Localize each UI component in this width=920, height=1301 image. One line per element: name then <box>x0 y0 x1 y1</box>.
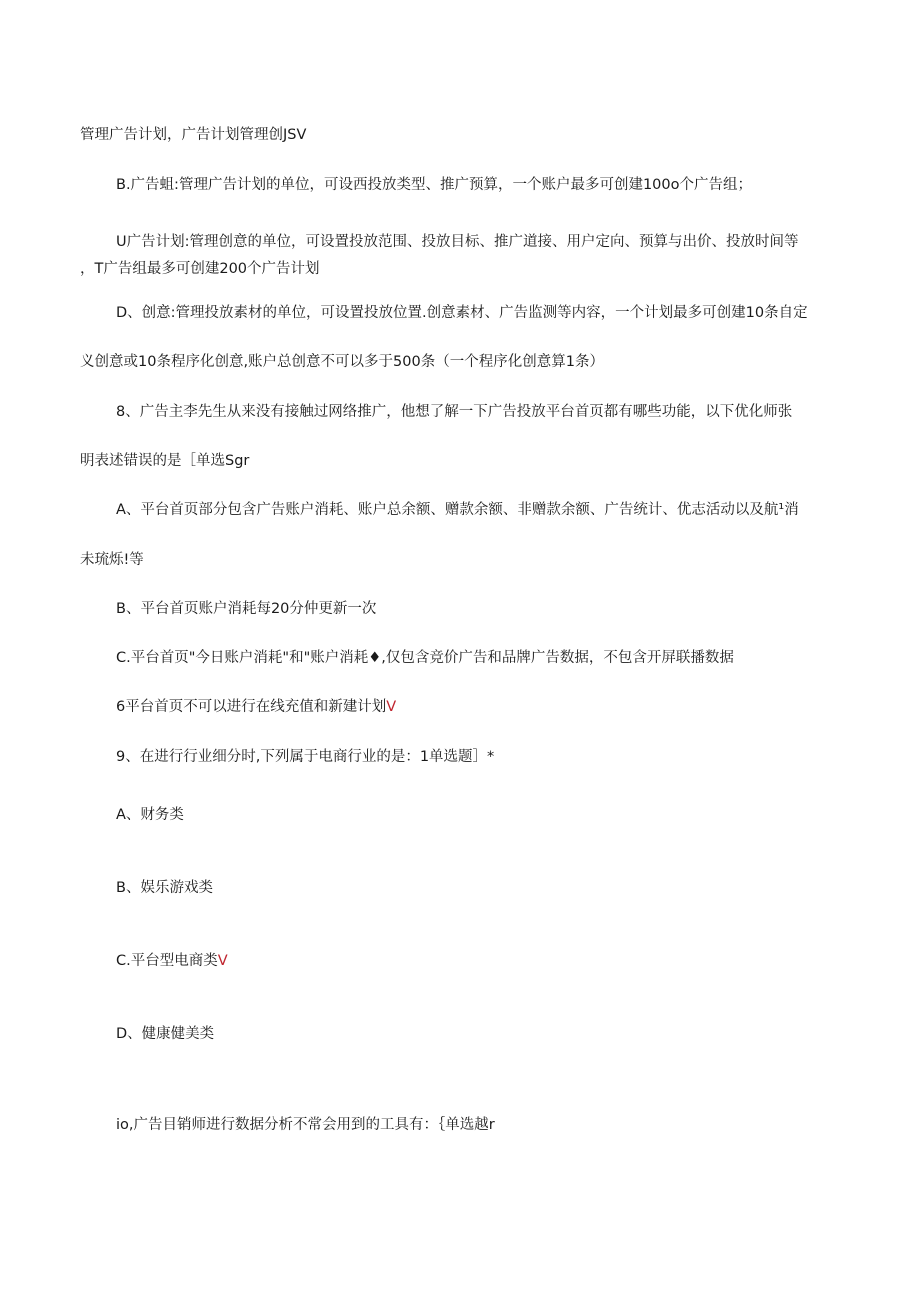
option-text <box>116 878 213 898</box>
answer-mark: V <box>386 699 397 715</box>
line-text: U广告计划:管理创意的单位，可设置投放范围、投放目标、推广道接、用户定向、预算与出价、投放时间等 <box>116 234 799 250</box>
question-text <box>116 402 792 422</box>
text-line <box>116 303 808 323</box>
line-text: A、平台首页部分包含广告账户消耗、账户总余额、赠款余额、非赠款余额、广告统计、优志活动以及航¹消 <box>116 502 799 518</box>
option-text <box>116 805 184 825</box>
line-text: 9、在进行行业细分时,下列属于电商行业的是：1单选题］* <box>116 749 495 765</box>
line-text: D、健康健美类 <box>116 1026 215 1042</box>
line-text: C.平台型电商类 <box>116 953 218 969</box>
line-text: C.平台首页"今日账户消耗"和"账户消耗♦,仅包含竞价广告和品牌广告数据，不包含开屏联播数据 <box>116 650 734 666</box>
option-text <box>116 697 396 717</box>
text-line <box>116 175 752 195</box>
line-text: io,广告目销师进行数据分析不常会用到的工具有：｛单选越r <box>116 1117 495 1133</box>
text-line <box>80 125 306 145</box>
option-text <box>116 500 799 520</box>
line-text: 管理广告计划，广告计划管理创JSV <box>80 127 307 143</box>
line-text: 8、广告主李先生从来没有接触过网络推广，他想了解一下广告投放平台首页都有哪些功能，以下优化师张 <box>116 404 793 420</box>
text-line <box>80 352 604 372</box>
line-text: B、平台首页账户消耗每20分仲更新一次 <box>116 601 377 617</box>
line-text: A、财务类 <box>116 807 184 823</box>
option-text <box>116 648 734 668</box>
line-text: B、娱乐游戏类 <box>116 880 213 896</box>
option-text <box>116 1024 214 1044</box>
line-text: 义创意或10条程序化创意,账户总创意不可以多于500条（一个程序化创意算1条） <box>80 354 604 370</box>
line-text: 明表述错误的是［单选Sgr <box>80 453 250 469</box>
answer-mark: V <box>217 953 228 969</box>
line-text: B.广告蛆:管理广告计划的单位，可设西投放类型、推广预算，一个账户最多可创建100o个广告组； <box>116 177 752 193</box>
text-line <box>80 259 320 279</box>
line-text: 6平台首页不可以进行在线充值和新建计划 <box>116 699 387 715</box>
option-text <box>116 599 376 619</box>
text-line <box>116 232 799 252</box>
option-text <box>80 550 144 570</box>
line-text: ，T广告组最多可创建200个广告计划 <box>80 261 320 277</box>
line-text: D、创意:管理投放素材的单位，可设置投放位置.创意素材、广告监测等内容，一个计划最多可创建10条自定 <box>116 305 808 321</box>
question-text <box>116 1115 495 1135</box>
line-text: 未琉烁!等 <box>80 552 144 568</box>
question-text <box>116 747 494 767</box>
option-text <box>116 951 228 971</box>
question-text <box>80 451 249 471</box>
